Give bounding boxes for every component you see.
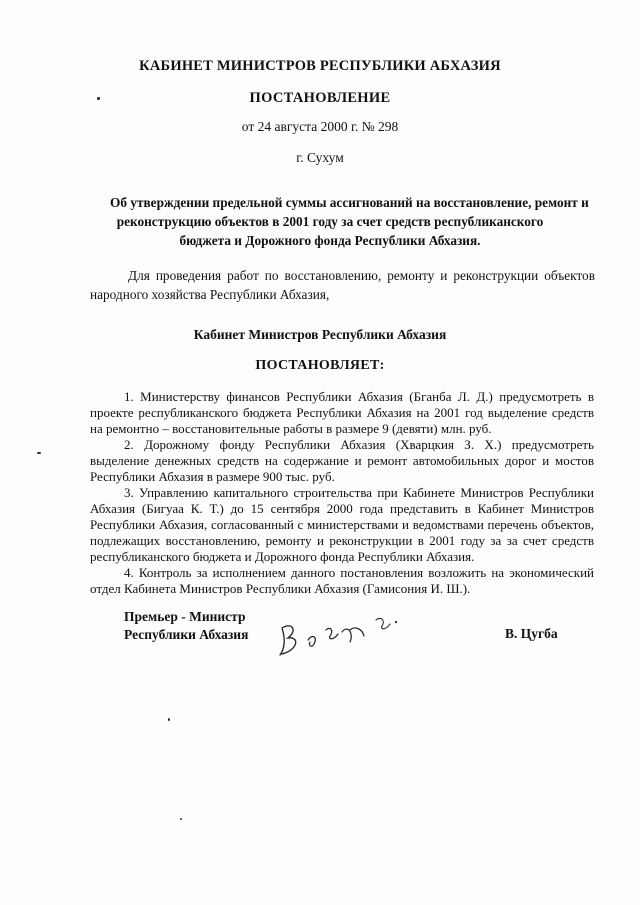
position-line: Премьер - Министр	[124, 609, 246, 624]
issuer-title: КАБИНЕТ МИНИСТРОВ РЕСПУБЛИКИ АБХАЗИЯ	[139, 58, 501, 74]
paragraph-line: Республики Абхазия, согласованный с министерствами и ведомствами перечень объектов,	[90, 517, 594, 532]
document-place: г. Сухум	[296, 150, 344, 165]
position-line: Республики Абхазия	[124, 627, 249, 642]
scan-speck	[37, 452, 41, 454]
paragraph-line: выделение денежных средств на содержание и ремонт автомобильных дорог и мостов	[90, 453, 594, 468]
resolution-item-1	[90, 389, 594, 437]
signatory-position	[124, 608, 248, 644]
paragraph-line: 1. Министерству финансов Республики Абхазия (Бганба Л. Д.) предусмотреть в	[124, 389, 594, 404]
paragraph-line: 4. Контроль за исполнением данного постановления возложить на экономический	[124, 565, 594, 580]
subject-line: реконструкцию объектов в 2001 году за счет средств республиканского	[116, 214, 544, 229]
resolution-item-4	[90, 565, 594, 597]
paragraph-line: подлежащих восстановлению, ремонту и реконструкции в 2001 году за за счет средств	[90, 533, 594, 548]
resolution-item-2	[90, 437, 594, 485]
paragraph-line: проекте республиканского бюджета Республики Абхазия на 2001 год выделение средств	[90, 405, 594, 420]
paragraph-line: республиканского бюджета и Дорожного фонда Республики Абхазия.	[90, 549, 475, 564]
scan-speck	[97, 97, 100, 100]
paragraph-line: 3. Управлению капитального строительства при Кабинете Министров Республики	[124, 485, 594, 500]
signer-name: В. Цугба	[505, 626, 558, 641]
document-type: ПОСТАНОВЛЕНИЕ	[249, 90, 391, 106]
scan-speck	[168, 718, 170, 721]
scan-speck	[180, 818, 182, 820]
resolution-item-3	[90, 485, 594, 565]
subject-line: бюджета и Дорожного фонда Республики Абхазия.	[179, 233, 481, 248]
preamble-line: народного хозяйства Республики Абхазия,	[90, 287, 330, 302]
paragraph-line: Абхазия (Бигуаа К. Т.) до 15 сентября 2000 года представить в Кабинет Министров	[90, 501, 594, 516]
resolving-body: Кабинет Министров Республики Абхазия	[193, 327, 447, 342]
paragraph-line: на ремонтно – восстановительные работы в размере 9 (девяти) млн. руб.	[90, 421, 492, 436]
subject-line: Об утверждении предельной суммы ассигнований на восстановление, ремонт и	[110, 195, 589, 210]
resolution-body	[90, 389, 594, 597]
resolves-heading: ПОСТАНОВЛЯЕТ:	[255, 358, 385, 373]
handwritten-signature	[268, 600, 418, 660]
document-subject	[110, 193, 589, 250]
preamble	[90, 266, 595, 304]
paragraph-line: отдел Кабинета Министров Республики Абхазия (Гамисония И. Ш.).	[90, 581, 471, 596]
paragraph-line: 2. Дорожному фонду Республики Абхазия (Хварцкия З. Х.) предусмотреть	[124, 437, 594, 452]
paragraph-line: Республики Абхазия в размере 900 тыс. руб.	[90, 469, 335, 484]
preamble-line: Для проведения работ по восстановлению, ремонту и реконструкции объектов	[128, 268, 595, 283]
document-date: от 24 августа 2000 г. № 298	[241, 119, 399, 134]
